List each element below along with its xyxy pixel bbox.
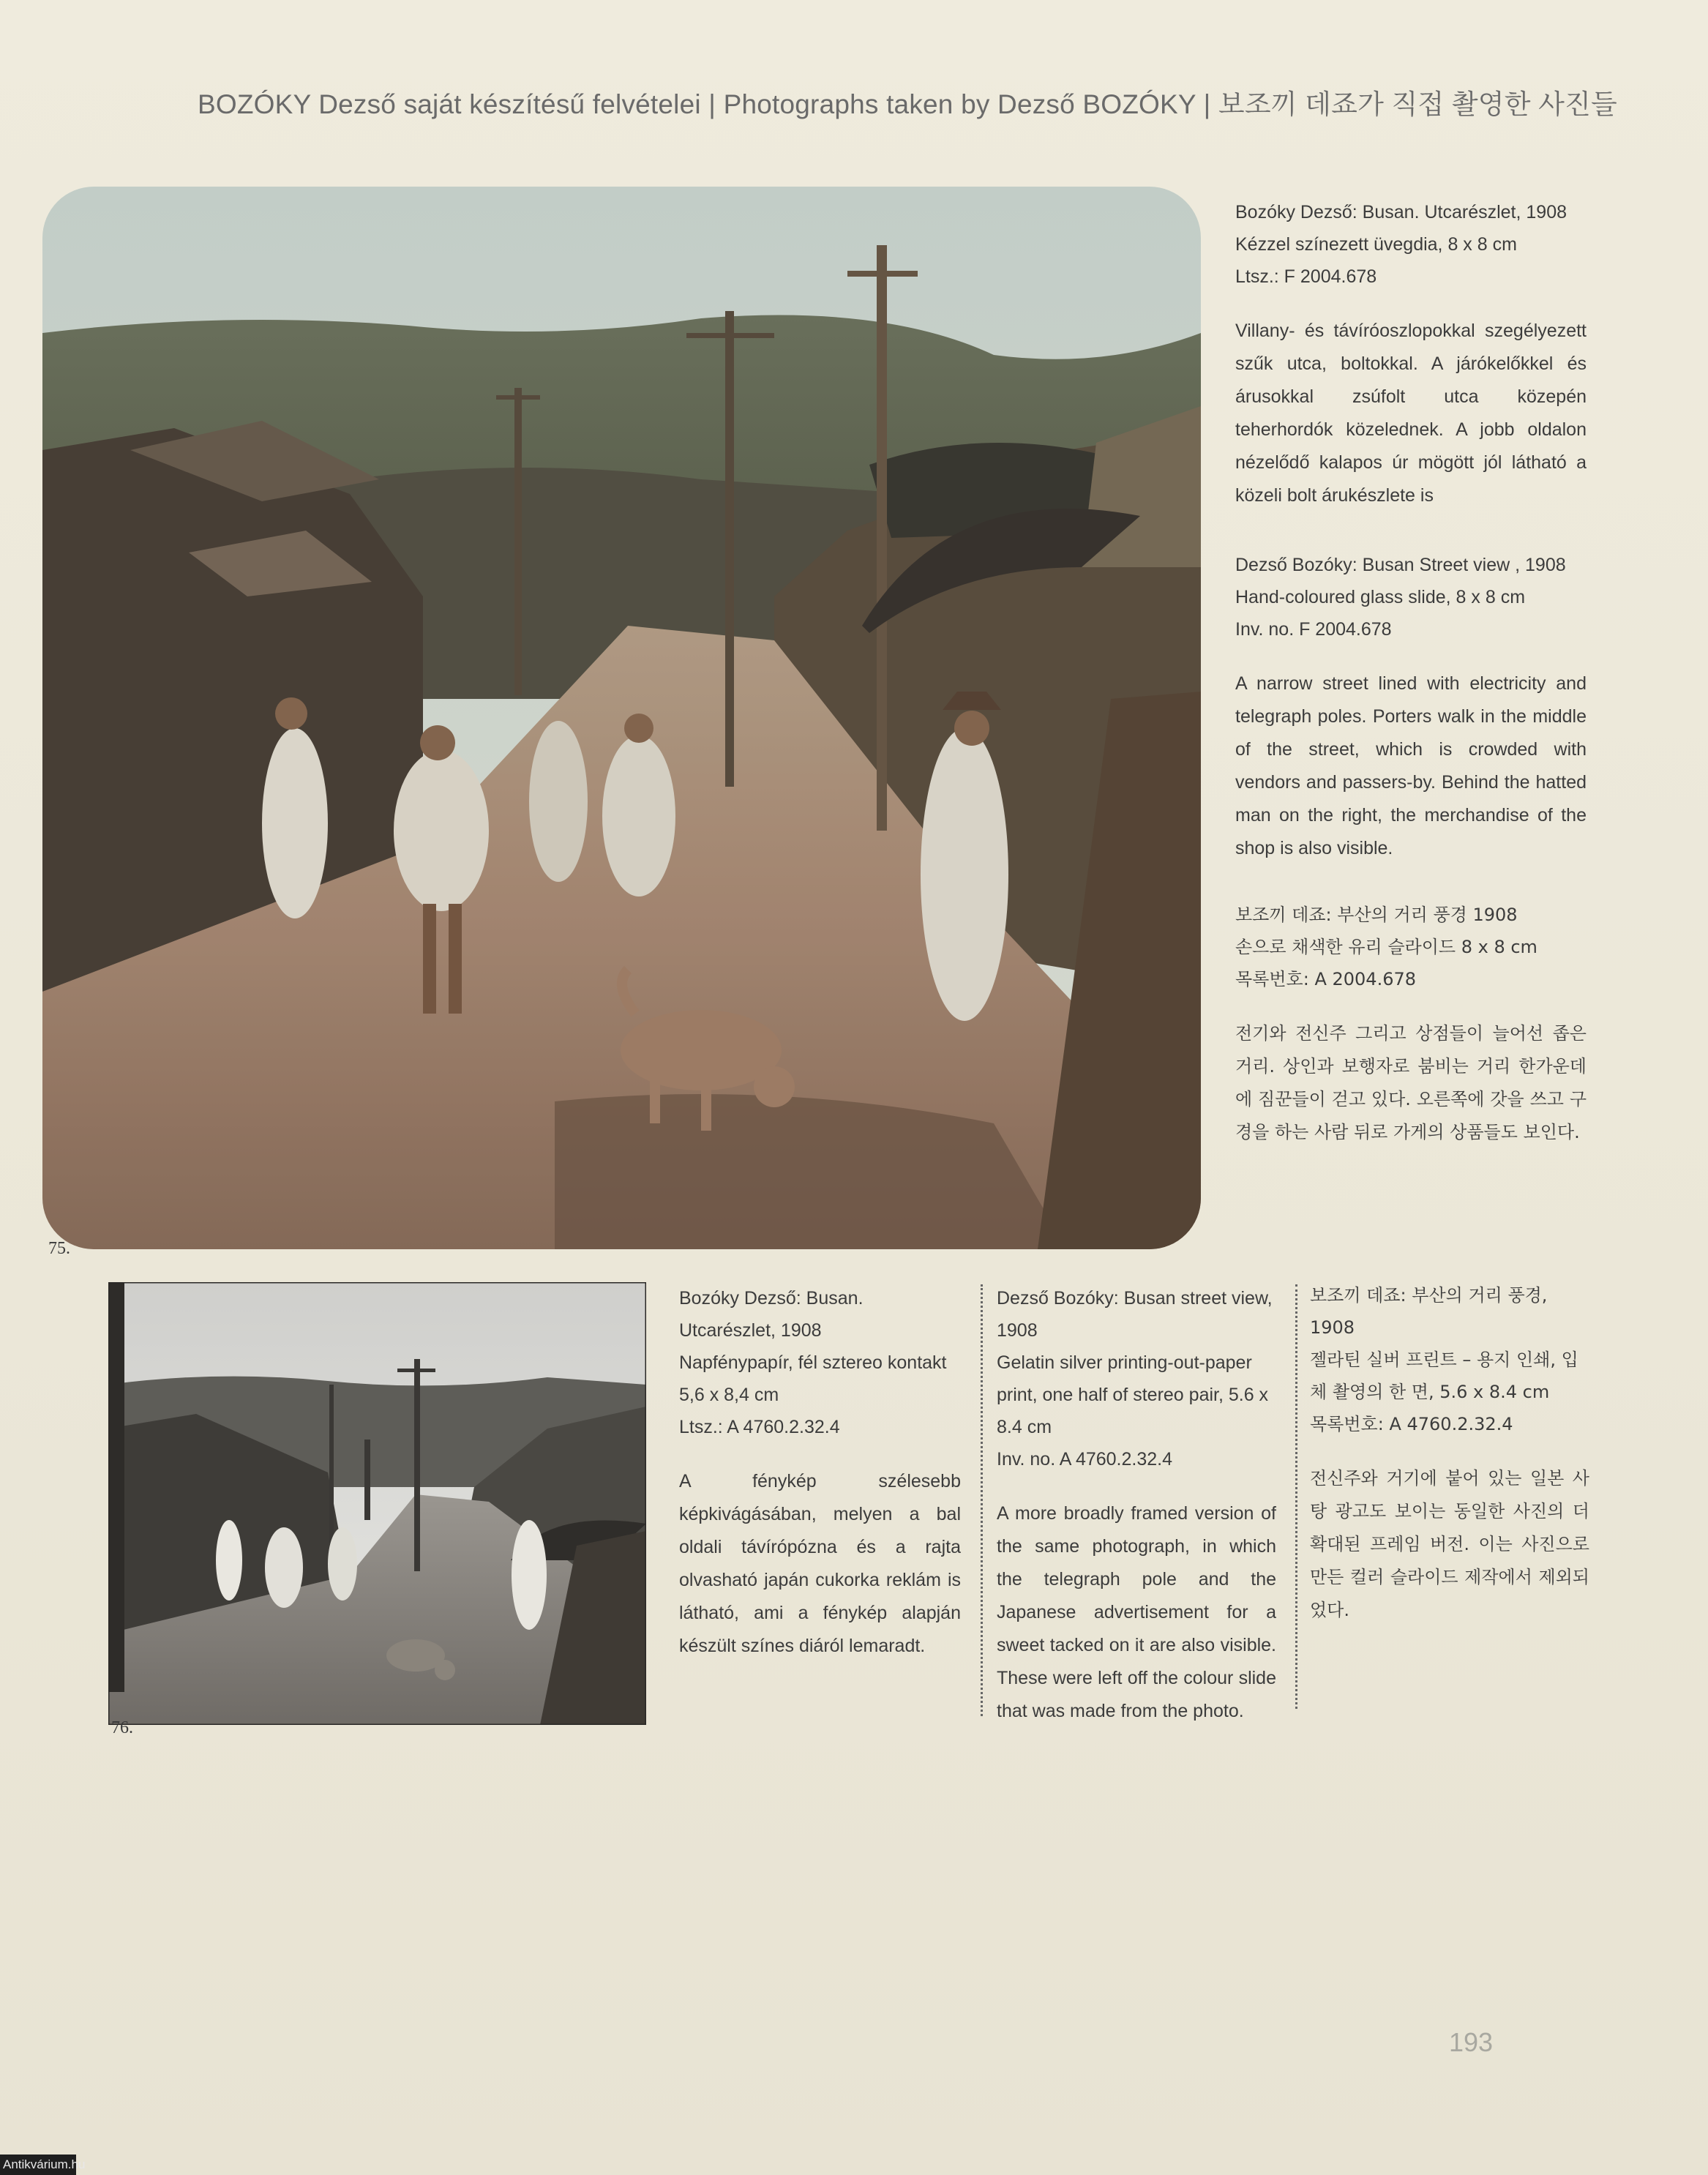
caption-75-ko-description: 전기와 전신주 그리고 상점들이 늘어선 좁은 거리. 상인과 보행자로 붐비는 거리 한가운데에 짐꾼들이 걷고 있다. 오른쪽에 갓을 쓰고 구경을 하는 사람 뒤로 가게의 상품들도 보인다. <box>1235 1023 1587 1142</box>
caption-75-en-medium: Hand-coloured glass slide, 8 x 8 cm <box>1235 587 1526 607</box>
watermark-label: Antikvárium.hu <box>0 2155 76 2175</box>
page-number: 193 <box>1449 2027 1494 2057</box>
caption-76-english <box>997 1282 1276 1728</box>
caption-75-en-description: A narrow street lined with electricity and telegraph poles. Porters walk in the middle of the street, which is crowded with vendors and passers-by. Behind the hatted man on the right, the merchandise of the shop is also visible. <box>1235 673 1587 858</box>
caption-76-ko-title: 보조끼 데죠: 부산의 거리 풍경, 1908 <box>1310 1285 1548 1338</box>
caption-75-korean <box>1235 899 1587 1149</box>
caption-76-hu-title: Bozóky Dezső: Busan. Utcarészlet, 1908 <box>679 1288 864 1341</box>
caption-76-hungarian <box>679 1282 961 1663</box>
caption-75-ko-title: 보조끼 데죠: 부산의 거리 풍경 1908 <box>1235 905 1518 925</box>
caption-76-korean <box>1310 1279 1589 1627</box>
caption-76-ko-medium: 젤라틴 실버 프린트 – 용지 인쇄, 입체 촬영의 한 면, 5.6 x 8.4 cm <box>1310 1349 1578 1402</box>
caption-75-hu-title: Bozóky Dezső: Busan. Utcarészlet, 1908 <box>1235 202 1567 222</box>
running-head: BOZÓKY Dezső saját készítésű felvételei | Photographs taken by Dezső BOZÓKY | 보조끼 데죠가 직접 촬영한 사진들 <box>198 89 1617 119</box>
caption-76-hu-medium: Napfénypapír, fél sztereo kontakt <box>679 1352 947 1373</box>
caption-76-ko-inventory: 목록번호: A 4760.2.32.4 <box>1310 1414 1513 1434</box>
caption-76-hu-size: 5,6 x 8,4 cm <box>679 1385 779 1405</box>
column-divider-2 <box>1295 1284 1297 1709</box>
figure-number-76: 76. <box>111 1718 133 1737</box>
caption-76-en-title: Dezső Bozóky: Busan street view, 1908 <box>997 1288 1273 1341</box>
caption-76-hu-inventory: Ltsz.: A 4760.2.32.4 <box>679 1417 840 1437</box>
caption-75-en-title: Dezső Bozóky: Busan Street view , 1908 <box>1235 555 1566 575</box>
caption-75-hu-description: Villany- és távíróoszlopokkal szegélyezett szűk utca, boltokkal. A járókelőkkel és árusokkal zsúfolt utca közepén teherhordók közelednek. A jobb oldalon nézelődő kalapos úr mögött jól látható a közeli bolt árukészlete is <box>1235 321 1587 506</box>
caption-76-ko-description: 전신주와 거기에 붙어 있는 일본 사탕 광고도 보이는 동일한 사진의 더 확대된 프레임 버전. 이는 사진으로 만든 컬러 슬라이드 제작에서 제외되었다. <box>1310 1468 1589 1620</box>
column-divider-1 <box>981 1284 983 1716</box>
caption-76-en-inventory: Inv. no. A 4760.2.32.4 <box>997 1449 1173 1470</box>
photo-76-image <box>108 1282 646 1725</box>
caption-75-english <box>1235 549 1587 865</box>
figure-number-75: 75. <box>48 1239 70 1258</box>
caption-75-hungarian <box>1235 196 1587 512</box>
photo-75-colour-street-view <box>42 187 1201 1249</box>
caption-75-ko-inventory: 목록번호: A 2004.678 <box>1235 969 1417 989</box>
photo-75-image <box>42 187 1201 1249</box>
caption-75-hu-inventory: Ltsz.: F 2004.678 <box>1235 266 1377 287</box>
caption-76-hu-description: A fénykép szélesebb képkivágásában, melyen a bal oldali távírópózna és a rajta olvasható japán cukorka reklám is látható, ami a fénykép alapján készült színes diáról lemaradt. <box>679 1471 961 1656</box>
caption-76-en-description: A more broadly framed version of the same photograph, in which the telegraph pole and the Japanese advertisement for a sweet tacked on it are also visible. These were left off the colour slide that was made from the photo. <box>997 1503 1276 1721</box>
photo-76-bw-street-view <box>108 1282 646 1725</box>
caption-75-en-inventory: Inv. no. F 2004.678 <box>1235 619 1392 640</box>
caption-76-en-medium: Gelatin silver printing-out-paper print, one half of stereo pair, 5.6 x 8.4 cm <box>997 1352 1269 1437</box>
caption-75-ko-medium: 손으로 채색한 유리 슬라이드 8 x 8 cm <box>1235 937 1537 957</box>
caption-75-hu-medium: Kézzel színezett üvegdia, 8 x 8 cm <box>1235 234 1517 255</box>
